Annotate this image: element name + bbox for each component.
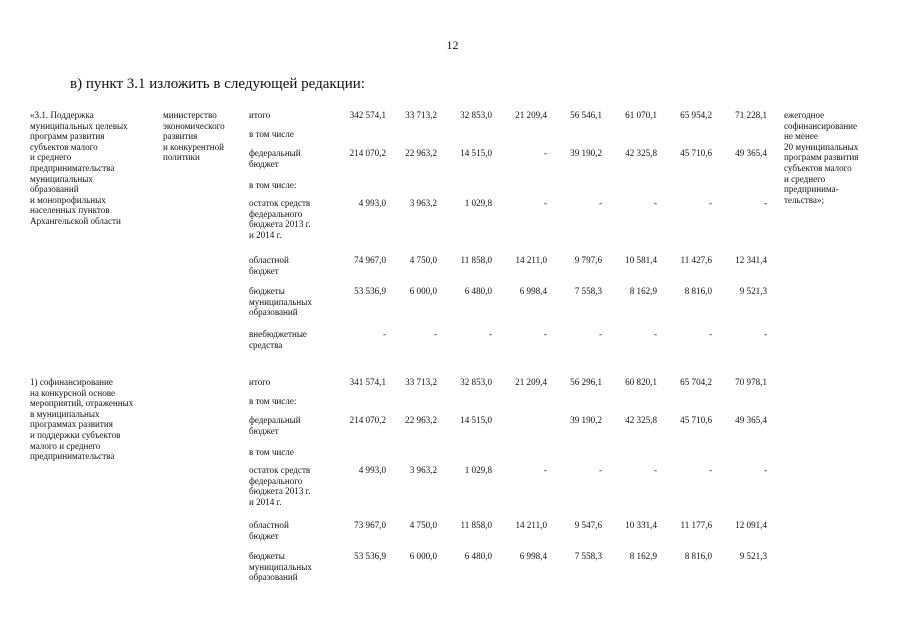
program-name-line: в муниципальных: [30, 408, 100, 419]
cell-value: -: [763, 198, 767, 208]
row-label: федерального: [249, 475, 303, 486]
cell-value: 56 546,1: [570, 110, 602, 120]
program-name-line: населенных пунктов: [30, 205, 110, 216]
cell-value: 49 365,4: [735, 415, 767, 425]
cell-value: 65 954,2: [680, 110, 712, 120]
cell-value: 3 963,2: [409, 465, 437, 475]
row-label: средства: [249, 339, 283, 350]
row-label: в том числе: [249, 129, 294, 139]
cell-value: 39 190,2: [570, 415, 602, 425]
cell-value: 6 480,0: [464, 551, 492, 561]
row-label: муниципальных: [249, 296, 312, 307]
row-label: муниципальных: [249, 561, 312, 572]
cell-value: 8 162,9: [629, 286, 657, 296]
cell-value: 9 521,3: [739, 286, 767, 296]
row-label: федерального: [249, 208, 303, 219]
cell-value: -: [708, 329, 712, 339]
program-name-line: муниципальных: [30, 173, 93, 184]
cell-value: 9 547,6: [574, 520, 602, 530]
row-label: итого: [249, 377, 271, 387]
executor-line: и конкурентной: [163, 141, 225, 152]
cell-value: -: [543, 198, 547, 208]
cell-value: 21 209,4: [515, 377, 547, 387]
note-line: 20 муниципальных: [784, 141, 859, 152]
cell-value: 74 967,0: [354, 255, 386, 265]
amendment-heading: в) пункт 3.1 изложить в следующей редакции:: [70, 76, 365, 92]
row-label: областной: [249, 520, 289, 530]
cell-value: 6 000,0: [409, 286, 437, 296]
program-name-line: образований: [30, 184, 79, 195]
cell-value: 6 998,4: [519, 286, 547, 296]
cell-value: 6 998,4: [519, 551, 547, 561]
row-label: областной: [249, 255, 289, 265]
cell-value: 14 515,0: [460, 148, 492, 158]
row-label: бюджет: [249, 158, 279, 169]
cell-value: 4 750,0: [409, 255, 437, 265]
row-label: федеральный: [249, 148, 301, 158]
cell-value: -: [653, 198, 657, 208]
cell-value: 10 331,4: [625, 520, 657, 530]
program-name-line: малого и среднего: [30, 440, 101, 451]
executor-line: экономического: [163, 120, 225, 131]
cell-value: 12 341,4: [735, 255, 767, 265]
cell-value: 14 211,0: [515, 255, 547, 265]
cell-value: 56 296,1: [570, 377, 602, 387]
cell-value: -: [433, 329, 437, 339]
program-name-line: «3.1. Поддержка: [30, 110, 94, 120]
note-line: тельства»;: [784, 194, 824, 205]
cell-value: -: [598, 198, 602, 208]
page-number: 12: [446, 38, 459, 52]
program-name-line: предпринимательства: [30, 451, 115, 462]
cell-value: 214 070,2: [349, 148, 386, 158]
row-label: в том числе: [249, 447, 294, 457]
cell-value: 12 091,4: [735, 520, 767, 530]
cell-value: -: [543, 465, 547, 475]
row-label: бюджета 2013 г.: [249, 486, 311, 497]
cell-value: 33 713,2: [405, 110, 437, 120]
program-name-line: 1) софинансирование: [30, 377, 113, 387]
cell-value: -: [763, 329, 767, 339]
cell-value: 8 816,0: [684, 551, 712, 561]
program-name-line: Архангельской области: [30, 216, 121, 226]
note-line: софинансирование: [784, 120, 858, 131]
cell-value: 10 581,4: [625, 255, 657, 265]
cell-value: 341 574,1: [349, 377, 386, 387]
program-name-line: и монопрофильных: [30, 194, 106, 205]
program-name-line: мероприятий, отраженных: [30, 398, 134, 409]
program-name-line: программах развития: [30, 419, 113, 430]
row-label: остаток средств: [249, 198, 311, 208]
row-label: бюджет: [249, 530, 279, 541]
cell-value: 7 558,3: [574, 551, 602, 561]
row-label: внебюджетные: [249, 329, 307, 339]
executor-line: министерство: [163, 110, 217, 120]
cell-value: 21 209,4: [515, 110, 547, 120]
cell-value: 14 515,0: [460, 415, 492, 425]
cell-value: -: [488, 329, 492, 339]
cell-value: 11 858,0: [460, 520, 492, 530]
cell-value: 11 858,0: [460, 255, 492, 265]
cell-value: 3 963,2: [409, 198, 437, 208]
note-line: ежегодное: [784, 110, 825, 120]
cell-value: 53 536,9: [354, 286, 386, 296]
cell-value: -: [708, 198, 712, 208]
cell-value: 4 993,0: [358, 465, 386, 475]
cell-value: 4 750,0: [409, 520, 437, 530]
row-label: бюджет: [249, 425, 279, 436]
cell-value: 6 480,0: [464, 286, 492, 296]
row-label: бюджеты: [249, 286, 285, 296]
cell-value: 60 820,1: [625, 377, 657, 387]
cell-value: 11 427,6: [680, 255, 712, 265]
cell-value: 61 070,1: [625, 110, 657, 120]
program-name-line: и среднего: [30, 152, 72, 163]
cell-value: 33 713,2: [405, 377, 437, 387]
cell-value: 22 963,2: [405, 148, 437, 158]
program-name-line: на конкурсной основе: [30, 387, 116, 398]
cell-value: 1 029,8: [464, 465, 492, 475]
row-label: в том числе:: [249, 396, 297, 406]
cell-value: 22 963,2: [405, 415, 437, 425]
program-name-line: предпринимательства: [30, 163, 115, 173]
note-line: не менее: [784, 131, 818, 142]
cell-value: 14 211,0: [515, 520, 547, 530]
cell-value: -: [708, 465, 712, 475]
program-name-line: муниципальных целевых: [30, 120, 128, 131]
cell-value: 45 710,6: [680, 148, 712, 158]
note-line: программ развития: [784, 152, 859, 163]
cell-value: 71 228,1: [735, 110, 767, 120]
cell-value: 342 574,1: [349, 110, 386, 120]
row-label: бюджет: [249, 265, 279, 276]
cell-value: 6 000,0: [409, 551, 437, 561]
cell-value: 42 325,8: [625, 148, 657, 158]
cell-value: -: [653, 329, 657, 339]
program-name-line: субъектов малого: [30, 141, 98, 152]
row-label: образований: [249, 572, 298, 583]
note-line: предпринима-: [784, 184, 839, 195]
program-name-line: и поддержки субъектов: [30, 430, 121, 440]
executor-line: политики: [163, 152, 200, 163]
note-line: субъектов малого: [784, 163, 852, 173]
cell-value: -: [543, 148, 547, 158]
row-label: остаток средств: [249, 465, 311, 475]
cell-value: 1 029,8: [464, 198, 492, 208]
cell-value: -: [543, 329, 547, 339]
cell-value: 65 704,2: [680, 377, 712, 387]
row-label: итого: [249, 110, 271, 120]
executor-line: развития: [163, 131, 198, 142]
cell-value: 9 521,3: [739, 551, 767, 561]
cell-value: 73 967,0: [354, 520, 386, 530]
cell-value: 42 325,8: [625, 415, 657, 425]
row-label: в том числе:: [249, 180, 297, 190]
row-label: бюджеты: [249, 551, 285, 561]
row-label: и 2014 г.: [249, 229, 282, 240]
cell-value: 214 070,2: [349, 415, 386, 425]
cell-value: 9 797,6: [574, 255, 602, 265]
cell-value: -: [598, 329, 602, 339]
cell-value: -: [598, 465, 602, 475]
cell-value: -: [653, 465, 657, 475]
cell-value: 39 190,2: [570, 148, 602, 158]
cell-value: 32 853,0: [460, 110, 492, 120]
cell-value: 70 978,1: [735, 377, 767, 387]
note-line: и среднего: [784, 173, 826, 184]
cell-value: 4 993,0: [358, 198, 386, 208]
cell-value: 8 162,9: [629, 551, 657, 561]
cell-value: 32 853,0: [460, 377, 492, 387]
cell-value: -: [763, 465, 767, 475]
row-label: и 2014 г.: [249, 496, 282, 507]
program-name-line: программ развития: [30, 131, 105, 142]
cell-value: 45 710,6: [680, 415, 712, 425]
cell-value: 7 558,3: [574, 286, 602, 296]
row-label: федеральный: [249, 415, 301, 425]
row-label: образований: [249, 307, 298, 318]
row-label: бюджета 2013 г.: [249, 219, 311, 230]
cell-value: 8 816,0: [684, 286, 712, 296]
cell-value: 11 177,6: [680, 520, 712, 530]
cell-value: -: [382, 329, 386, 339]
cell-value: 53 536,9: [354, 551, 386, 561]
cell-value: 49 365,4: [735, 148, 767, 158]
